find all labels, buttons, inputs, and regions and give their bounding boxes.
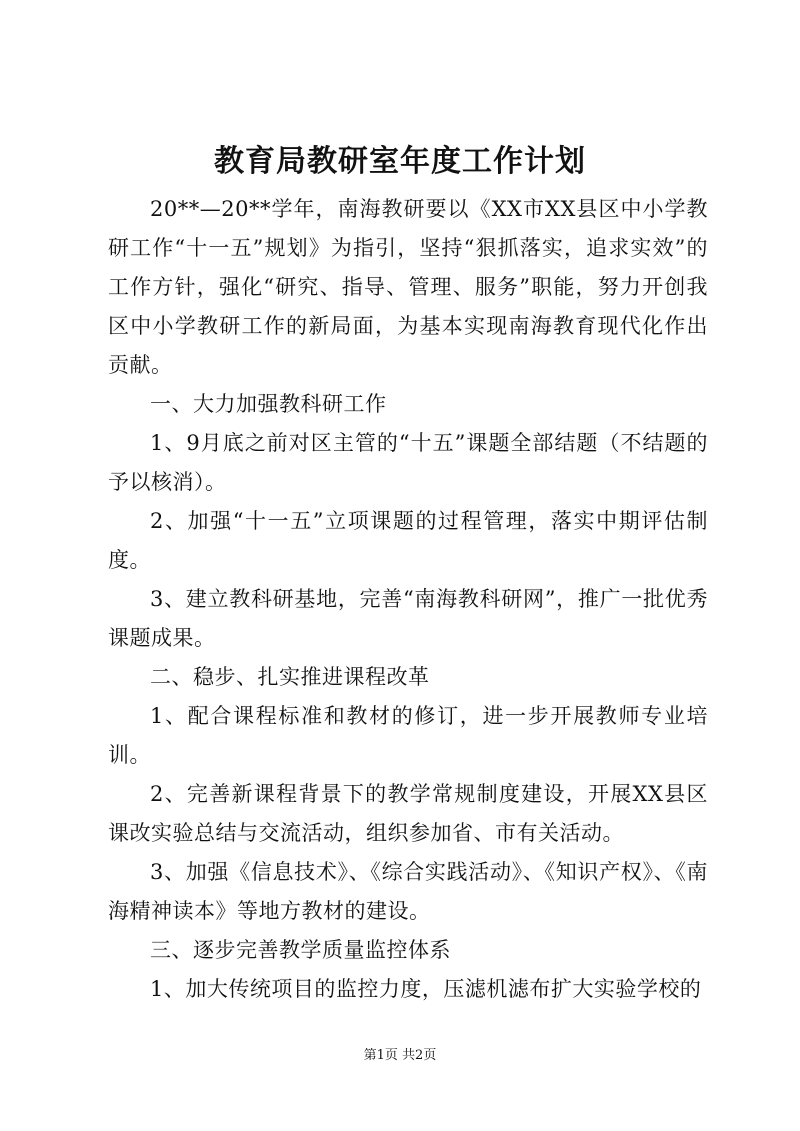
- paragraph-2-1: 1、配合课程标准和教材的修订，进一步开展教师专业培训。: [108, 704, 708, 767]
- section-heading-1: 一、大力加强教科研工作: [150, 392, 387, 416]
- document-body: [108, 190, 708, 1009]
- paragraph-2-3: 3、加强《信息技术》、《综合实践活动》、《知识产权》、《南海精神读本》等地方教材的建设。: [108, 860, 708, 923]
- paragraph-2-2: 2、完善新课程背景下的教学常规制度建设，开展XX县区课改实验总结与交流活动，组织参加省、市有关活动。: [108, 782, 708, 845]
- paragraph-1-1: 1、9月底之前对区主管的“十五”课题全部结题（不结题的予以核消）。: [108, 431, 708, 494]
- paragraph-1-2: 2、加强“十一五”立项课题的过程管理，落实中期评估制度。: [108, 509, 708, 572]
- paragraph-intro: 20**—20**学年，南海教研要以《XX市XX县区中小学教研工作“十一五”规划》为指引，坚持“狠抓落实，追求实效”的工作方针，强化“研究、指导、管理、服务”职能，努力开创我区中小学教研工作的新局面，为基本实现南海教育现代化作出贡献。: [108, 197, 708, 377]
- page-footer: 第1页 共2页: [363, 1048, 437, 1063]
- paragraph-1-3: 3、建立教科研基地，完善“南海教科研网”，推广一批优秀课题成果。: [108, 587, 708, 650]
- paragraph-3-1: 1、加大传统项目的监控力度，压滤机滤布扩大实验学校的: [150, 977, 702, 1001]
- section-heading-3: 三、逐步完善教学质量监控体系: [150, 938, 451, 962]
- section-heading-2: 二、稳步、扎实推进课程改革: [150, 665, 430, 689]
- document-title: 教育局教研室年度工作计划: [214, 144, 586, 179]
